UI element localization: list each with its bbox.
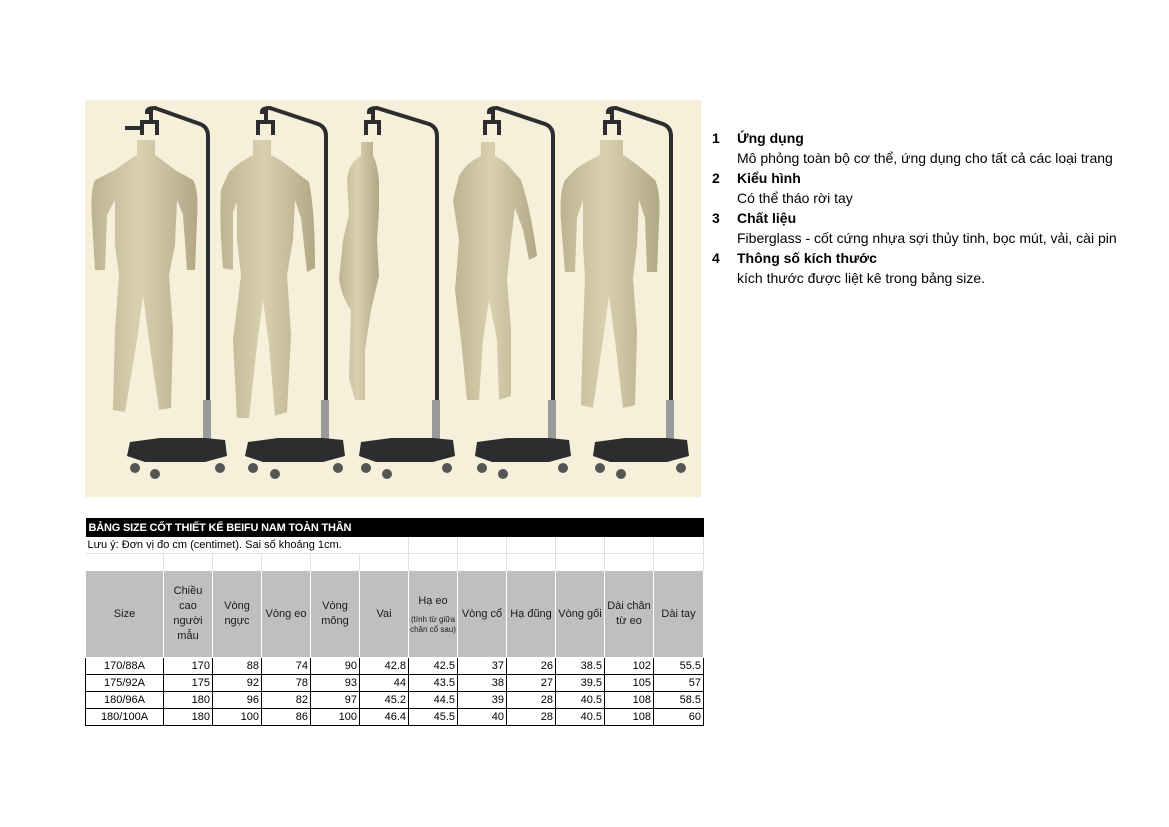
table-note: Lưu ý: Đơn vị đo cm (centimet). Sai số khoảng 1cm. bbox=[86, 537, 409, 554]
spec-item bbox=[712, 248, 1152, 288]
mannequin-back bbox=[561, 108, 690, 479]
size-table bbox=[85, 518, 704, 726]
value-cell: 39.5 bbox=[556, 675, 605, 692]
value-cell: 97 bbox=[311, 692, 360, 709]
column-header bbox=[262, 571, 311, 658]
mannequin-back-three-quarter bbox=[453, 108, 571, 479]
value-cell: 40.5 bbox=[556, 692, 605, 709]
spec-number: 1 bbox=[712, 130, 720, 146]
table-header-row bbox=[86, 571, 704, 658]
column-header-label: Vòng gối bbox=[558, 607, 602, 620]
value-cell: 58.5 bbox=[654, 692, 704, 709]
spec-title: Thông số kích thước bbox=[737, 250, 877, 266]
spec-list bbox=[712, 128, 1152, 288]
spec-number: 3 bbox=[712, 210, 720, 226]
column-header bbox=[360, 571, 409, 658]
spec-number: 2 bbox=[712, 170, 720, 186]
column-header bbox=[86, 571, 164, 658]
value-cell: 175 bbox=[164, 675, 213, 692]
column-header-label: Hạ eo bbox=[418, 594, 448, 607]
value-cell: 96 bbox=[213, 692, 262, 709]
value-cell: 44 bbox=[360, 675, 409, 692]
spec-title: Chất liệu bbox=[737, 210, 797, 226]
size-cell: 175/92A bbox=[86, 675, 164, 692]
spec-item bbox=[712, 128, 1152, 168]
mannequin-side bbox=[339, 108, 455, 479]
spec-title: Ứng dụng bbox=[737, 130, 804, 146]
value-cell: 90 bbox=[311, 658, 360, 675]
table-title: BẢNG SIZE CỐT THIẾT KẾ BEIFU NAM TOÀN THÂN bbox=[86, 518, 704, 537]
column-header-label: Dài tay bbox=[661, 607, 696, 620]
value-cell: 108 bbox=[605, 692, 654, 709]
value-cell: 28 bbox=[507, 709, 556, 726]
value-cell: 42.8 bbox=[360, 658, 409, 675]
column-header-label: Vòng ngực bbox=[224, 600, 250, 627]
value-cell: 55.5 bbox=[654, 658, 704, 675]
value-cell: 82 bbox=[262, 692, 311, 709]
value-cell: 108 bbox=[605, 709, 654, 726]
value-cell: 38.5 bbox=[556, 658, 605, 675]
mannequin-photo bbox=[85, 100, 701, 497]
column-header-label: Vòng cổ bbox=[461, 607, 503, 620]
column-header bbox=[507, 571, 556, 658]
column-header bbox=[164, 571, 213, 658]
value-cell: 180 bbox=[164, 692, 213, 709]
size-cell: 170/88A bbox=[86, 658, 164, 675]
column-header bbox=[605, 571, 654, 658]
column-header bbox=[556, 571, 605, 658]
value-cell: 27 bbox=[507, 675, 556, 692]
value-cell: 100 bbox=[311, 709, 360, 726]
column-header-label: Chiều cao người mẫu bbox=[173, 585, 203, 642]
value-cell: 57 bbox=[654, 675, 704, 692]
value-cell: 42.5 bbox=[409, 658, 458, 675]
value-cell: 102 bbox=[605, 658, 654, 675]
spec-description: Có thể tháo rời tay bbox=[737, 190, 853, 206]
value-cell: 170 bbox=[164, 658, 213, 675]
column-header bbox=[409, 571, 458, 658]
spec-item bbox=[712, 208, 1152, 248]
value-cell: 105 bbox=[605, 675, 654, 692]
size-cell: 180/96A bbox=[86, 692, 164, 709]
value-cell: 78 bbox=[262, 675, 311, 692]
value-cell: 40.5 bbox=[556, 709, 605, 726]
value-cell: 74 bbox=[262, 658, 311, 675]
mannequin-illustration bbox=[85, 100, 701, 497]
column-header-label: Vòng eo bbox=[265, 607, 307, 620]
column-header-note: (tính từ giữa chân cổ sau) bbox=[410, 614, 456, 634]
value-cell: 60 bbox=[654, 709, 704, 726]
mannequin-front bbox=[91, 108, 227, 479]
spec-description: Fiberglass - cốt cứng nhựa sợi thủy tinh, bọc mút, vải, cài pin bbox=[737, 230, 1117, 246]
value-cell: 100 bbox=[213, 709, 262, 726]
table-row bbox=[86, 658, 704, 675]
value-cell: 88 bbox=[213, 658, 262, 675]
table-row bbox=[86, 692, 704, 709]
spec-title: Kiểu hình bbox=[737, 170, 801, 186]
column-header-label: Vòng mông bbox=[321, 600, 349, 627]
column-header-label: Dài chân từ eo bbox=[607, 600, 651, 627]
value-cell: 46.4 bbox=[360, 709, 409, 726]
value-cell: 38 bbox=[458, 675, 507, 692]
value-cell: 43.5 bbox=[409, 675, 458, 692]
value-cell: 44.5 bbox=[409, 692, 458, 709]
value-cell: 86 bbox=[262, 709, 311, 726]
value-cell: 28 bbox=[507, 692, 556, 709]
column-header-label: Size bbox=[113, 607, 136, 620]
column-header-label: Vai bbox=[376, 607, 392, 620]
spec-description: kích thước được liệt kê trong bảng size. bbox=[737, 270, 985, 286]
mannequin-three-quarter bbox=[220, 108, 345, 479]
value-cell: 26 bbox=[507, 658, 556, 675]
column-header-label: Hạ đũng bbox=[510, 607, 552, 620]
spec-item bbox=[712, 168, 1152, 208]
value-cell: 45.2 bbox=[360, 692, 409, 709]
column-header bbox=[654, 571, 704, 658]
column-header bbox=[311, 571, 360, 658]
column-header bbox=[213, 571, 262, 658]
value-cell: 40 bbox=[458, 709, 507, 726]
size-cell: 180/100A bbox=[86, 709, 164, 726]
spec-number: 4 bbox=[712, 250, 720, 266]
value-cell: 93 bbox=[311, 675, 360, 692]
value-cell: 180 bbox=[164, 709, 213, 726]
value-cell: 45.5 bbox=[409, 709, 458, 726]
spec-description: Mô phỏng toàn bộ cơ thể, ứng dụng cho tất cả các loại trang bbox=[737, 150, 1113, 166]
table-row bbox=[86, 675, 704, 692]
value-cell: 92 bbox=[213, 675, 262, 692]
value-cell: 39 bbox=[458, 692, 507, 709]
column-header bbox=[458, 571, 507, 658]
table-row bbox=[86, 709, 704, 726]
value-cell: 37 bbox=[458, 658, 507, 675]
